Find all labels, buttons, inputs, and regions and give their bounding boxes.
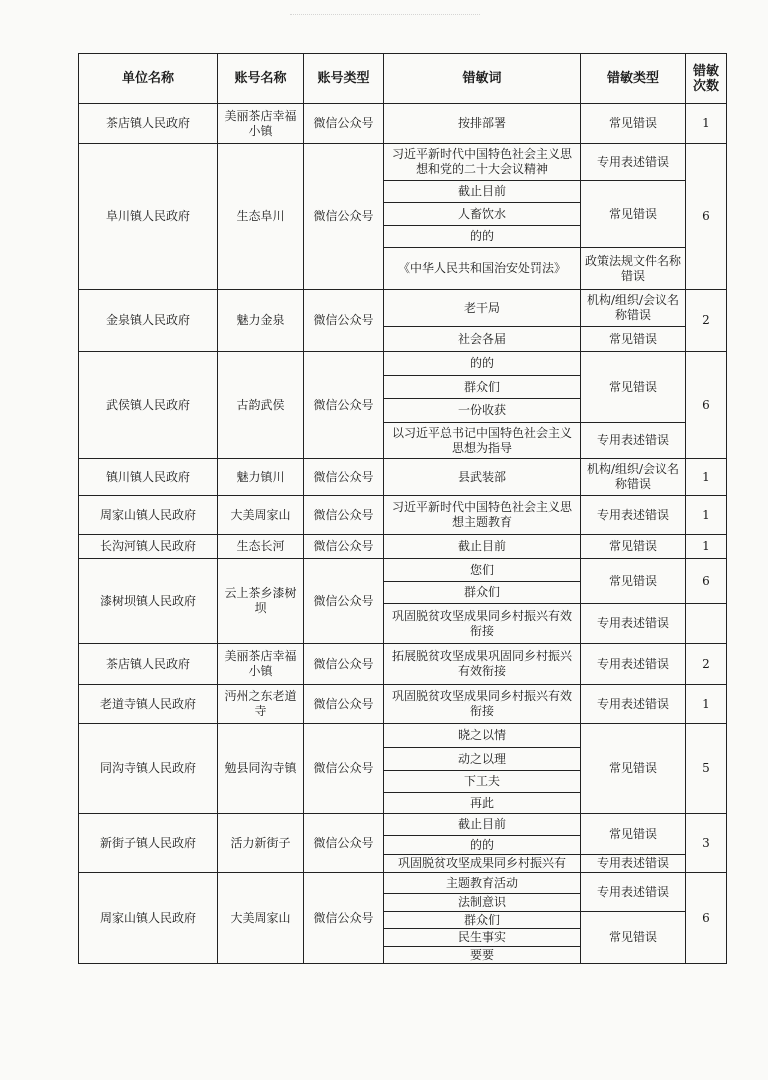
- table-row: [79, 352, 727, 376]
- word-cell: 巩固脱贫攻坚成果同乡村振兴有: [384, 855, 581, 873]
- word-cell: 社会各届: [384, 327, 581, 352]
- account-type-cell: 微信公众号: [304, 352, 384, 459]
- unit-cell: 茶店镇人民政府: [79, 644, 218, 685]
- header-row: [79, 54, 727, 104]
- unit-cell: 武侯镇人民政府: [79, 352, 218, 459]
- account-cell: 活力新街子: [218, 814, 304, 873]
- table-row: [79, 144, 727, 181]
- count-cell: [686, 604, 727, 644]
- word-cell: 晓之以情: [384, 724, 581, 748]
- account-type-cell: 微信公众号: [304, 290, 384, 352]
- table-row: [79, 873, 727, 894]
- count-cell: 3: [686, 814, 727, 873]
- account-cell: 大美周家山: [218, 496, 304, 535]
- count-cell: 6: [686, 144, 727, 290]
- word-cell: 您们: [384, 559, 581, 582]
- count-cell: 5: [686, 724, 727, 814]
- word-cell: 习近平新时代中国特色社会主义思想主题教育: [384, 496, 581, 535]
- error-type-cell: 专用表述错误: [581, 423, 686, 459]
- account-cell: 沔州之东老道寺: [218, 685, 304, 724]
- error-type-cell: 专用表述错误: [581, 604, 686, 644]
- word-cell: 群众们: [384, 376, 581, 399]
- table-row: [79, 496, 727, 535]
- word-cell: 再此: [384, 793, 581, 814]
- table-row: [79, 644, 727, 685]
- error-type-cell: 专用表述错误: [581, 644, 686, 685]
- error-type-cell: 常见错误: [581, 352, 686, 423]
- table-row: [79, 290, 727, 327]
- unit-cell: 阜川镇人民政府: [79, 144, 218, 290]
- header-count: 错敏次数: [686, 54, 727, 104]
- header-account-type: 账号类型: [304, 54, 384, 104]
- table-row: [79, 814, 727, 836]
- word-cell: 以习近平总书记中国特色社会主义思想为指导: [384, 423, 581, 459]
- unit-cell: 茶店镇人民政府: [79, 104, 218, 144]
- count-cell: 6: [686, 559, 727, 604]
- error-type-cell: 常见错误: [581, 912, 686, 964]
- error-type-cell: 专用表述错误: [581, 873, 686, 912]
- word-cell: 群众们: [384, 582, 581, 604]
- word-cell: 《中华人民共和国治安处罚法》: [384, 248, 581, 290]
- error-type-cell: 常见错误: [581, 559, 686, 604]
- account-type-cell: 微信公众号: [304, 644, 384, 685]
- error-type-cell: 常见错误: [581, 104, 686, 144]
- account-type-cell: 微信公众号: [304, 459, 384, 496]
- word-cell: 老干局: [384, 290, 581, 327]
- account-type-cell: 微信公众号: [304, 144, 384, 290]
- error-type-cell: 常见错误: [581, 327, 686, 352]
- error-type-cell: 专用表述错误: [581, 496, 686, 535]
- word-cell: 动之以理: [384, 748, 581, 771]
- word-cell: 按排部署: [384, 104, 581, 144]
- unit-cell: 漆树坝镇人民政府: [79, 559, 218, 644]
- error-type-cell: 常见错误: [581, 535, 686, 559]
- error-type-cell: 常见错误: [581, 814, 686, 855]
- unit-cell: 新街子镇人民政府: [79, 814, 218, 873]
- account-type-cell: 微信公众号: [304, 814, 384, 873]
- table-row: [79, 559, 727, 582]
- account-type-cell: 微信公众号: [304, 873, 384, 964]
- word-cell: 巩固脱贫攻坚成果同乡村振兴有效衔接: [384, 685, 581, 724]
- table-row: [79, 459, 727, 496]
- account-type-cell: 微信公众号: [304, 559, 384, 644]
- account-cell: 生态长河: [218, 535, 304, 559]
- word-cell: 群众们: [384, 912, 581, 929]
- table-row: [79, 104, 727, 144]
- header-word: 错敏词: [384, 54, 581, 104]
- account-type-cell: 微信公众号: [304, 496, 384, 535]
- word-cell: 的的: [384, 836, 581, 855]
- account-cell: 大美周家山: [218, 873, 304, 964]
- error-type-cell: 政策法规文件名称错误: [581, 248, 686, 290]
- account-cell: 勉县同沟寺镇: [218, 724, 304, 814]
- word-cell: 要要: [384, 947, 581, 964]
- header-unit: 单位名称: [79, 54, 218, 104]
- scan-artifact: [290, 4, 480, 15]
- word-cell: 民生事实: [384, 929, 581, 947]
- unit-cell: 老道寺镇人民政府: [79, 685, 218, 724]
- unit-cell: 周家山镇人民政府: [79, 496, 218, 535]
- unit-cell: 镇川镇人民政府: [79, 459, 218, 496]
- account-cell: 云上茶乡漆树坝: [218, 559, 304, 644]
- word-cell: 人畜饮水: [384, 203, 581, 226]
- account-cell: 古韵武侯: [218, 352, 304, 459]
- count-cell: 6: [686, 873, 727, 964]
- account-cell: 魅力镇川: [218, 459, 304, 496]
- account-cell: 魅力金泉: [218, 290, 304, 352]
- error-type-cell: 专用表述错误: [581, 855, 686, 873]
- word-cell: 的的: [384, 226, 581, 248]
- unit-cell: 同沟寺镇人民政府: [79, 724, 218, 814]
- header-error-type: 错敏类型: [581, 54, 686, 104]
- count-cell: 2: [686, 644, 727, 685]
- word-cell: 一份收获: [384, 399, 581, 423]
- error-type-cell: 专用表述错误: [581, 144, 686, 181]
- table-row: [79, 535, 727, 559]
- header-account: 账号名称: [218, 54, 304, 104]
- account-cell: 美丽茶店幸福小镇: [218, 644, 304, 685]
- account-cell: 美丽茶店幸福小镇: [218, 104, 304, 144]
- count-cell: 1: [686, 459, 727, 496]
- word-cell: 截止目前: [384, 535, 581, 559]
- account-type-cell: 微信公众号: [304, 104, 384, 144]
- count-cell: 1: [686, 685, 727, 724]
- count-cell: 1: [686, 535, 727, 559]
- error-table: [78, 53, 727, 964]
- count-cell: 6: [686, 352, 727, 459]
- word-cell: 截止目前: [384, 814, 581, 836]
- account-type-cell: 微信公众号: [304, 685, 384, 724]
- word-cell: 下工夫: [384, 771, 581, 793]
- account-type-cell: 微信公众号: [304, 724, 384, 814]
- unit-cell: 长沟河镇人民政府: [79, 535, 218, 559]
- word-cell: 截止目前: [384, 181, 581, 203]
- count-cell: 2: [686, 290, 727, 352]
- account-cell: 生态阜川: [218, 144, 304, 290]
- word-cell: 巩固脱贫攻坚成果同乡村振兴有效衔接: [384, 604, 581, 644]
- word-cell: 县武装部: [384, 459, 581, 496]
- error-type-cell: 常见错误: [581, 181, 686, 248]
- word-cell: 习近平新时代中国特色社会主义思想和党的二十大会议精神: [384, 144, 581, 181]
- unit-cell: 金泉镇人民政府: [79, 290, 218, 352]
- word-cell: 法制意识: [384, 894, 581, 912]
- count-cell: 1: [686, 104, 727, 144]
- word-cell: 的的: [384, 352, 581, 376]
- error-type-cell: 专用表述错误: [581, 685, 686, 724]
- account-type-cell: 微信公众号: [304, 535, 384, 559]
- error-type-cell: 机构/组织/会议名称错误: [581, 290, 686, 327]
- table-row: [79, 724, 727, 748]
- error-type-cell: 机构/组织/会议名称错误: [581, 459, 686, 496]
- unit-cell: 周家山镇人民政府: [79, 873, 218, 964]
- error-type-cell: 常见错误: [581, 724, 686, 814]
- word-cell: 拓展脱贫攻坚成果巩固同乡村振兴有效衔接: [384, 644, 581, 685]
- table-row: [79, 685, 727, 724]
- word-cell: 主题教育活动: [384, 873, 581, 894]
- count-cell: 1: [686, 496, 727, 535]
